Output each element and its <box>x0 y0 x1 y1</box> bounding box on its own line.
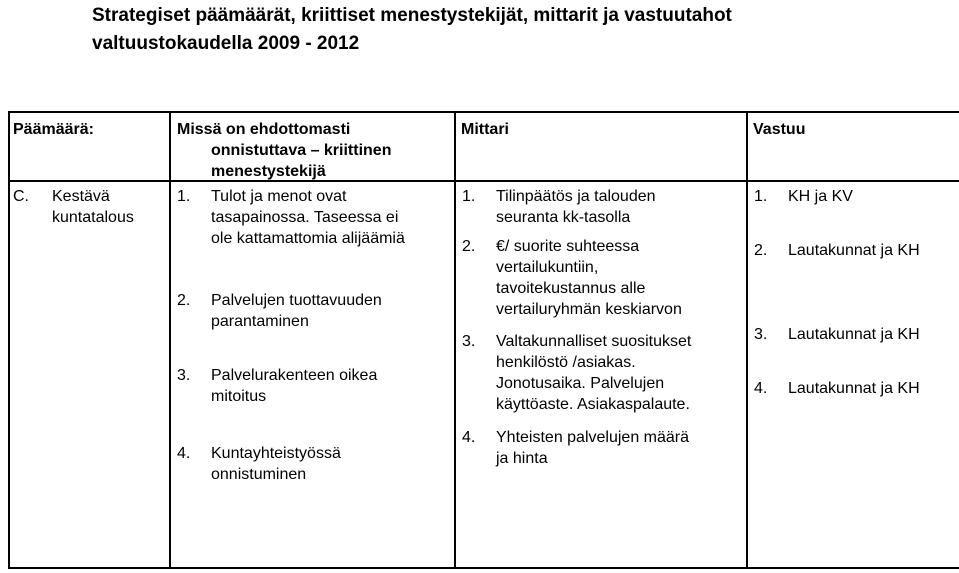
factor-3-line-1: Palvelurakenteen oikea <box>211 367 378 384</box>
title-line-1: Strategiset päämäärät, kriittiset menestystekijät, mittarit ja vastuutahot <box>92 5 732 26</box>
factor-1-number: 1. <box>177 188 191 205</box>
meter-3-line-2: henkilöstö /asiakas. <box>496 354 636 371</box>
cell-meters <box>455 181 747 568</box>
responsible-2-number: 2. <box>754 242 768 259</box>
responsible-1-number: 1. <box>754 188 768 205</box>
meter-3-line-3: Jonotusaika. Palvelujen <box>496 375 665 392</box>
paamaara-line-2: kuntatalous <box>52 209 134 226</box>
meter-4-line-2: ja hinta <box>496 450 548 467</box>
factor-1-line-3: ole kattamattomia alijäämiä <box>211 230 405 247</box>
header-missa-line-1: Missä on ehdottomasti <box>177 121 351 138</box>
factor-3-line-2: mitoitus <box>211 388 267 405</box>
meter-4-line-1: Yhteisten palvelujen määrä <box>496 429 690 446</box>
responsible-3-number: 3. <box>754 326 768 343</box>
cell-factors <box>170 181 455 568</box>
header-mittari <box>455 112 747 181</box>
factor-2-line-2: parantaminen <box>211 313 309 330</box>
factor-1-line-1: Tulot ja menot ovat <box>211 188 347 205</box>
cell-responsible <box>747 181 959 568</box>
header-mittari-label: Mittari <box>461 121 509 138</box>
header-missa-line-3: menestystekijä <box>211 163 326 180</box>
table-body-row <box>9 181 959 568</box>
header-vastuu <box>747 112 959 181</box>
header-missa <box>170 112 455 181</box>
responsible-1-text: KH ja KV <box>788 188 853 205</box>
responsible-3-text: Lautakunnat ja KH <box>788 326 920 343</box>
strategy-table <box>8 111 959 569</box>
header-paamaara-label: Päämäärä: <box>13 121 94 138</box>
factor-4-number: 4. <box>177 445 191 462</box>
meter-1-number: 1. <box>462 188 476 205</box>
meter-3-line-4: käyttöaste. Asiakaspalaute. <box>496 396 690 413</box>
factor-3-number: 3. <box>177 367 191 384</box>
title-line-2: valtuustokaudella 2009 - 2012 <box>92 33 360 54</box>
factor-1-line-2: tasapainossa. Taseessa ei <box>211 209 399 226</box>
table-header-row <box>9 112 959 181</box>
header-paamaara <box>9 112 170 181</box>
meter-4-number: 4. <box>462 429 476 446</box>
meter-2-number: 2. <box>462 238 476 255</box>
meter-1-line-2: seuranta kk-tasolla <box>496 209 631 226</box>
meter-2-line-3: tavoitekustannus alle <box>496 280 646 297</box>
meter-1-line-1: Tilinpäätös ja talouden <box>496 188 656 205</box>
paamaara-number: C. <box>13 188 29 205</box>
meter-2-line-1: €/ suorite suhteessa <box>496 238 640 255</box>
meter-2-line-4: vertailuryhmän keskiarvon <box>496 301 682 318</box>
factor-4-line-1: Kuntayhteistyössä <box>211 445 341 462</box>
document-title <box>92 2 892 58</box>
meter-2-line-2: vertailukuntiin, <box>496 259 599 276</box>
meter-3-number: 3. <box>462 333 476 350</box>
header-vastuu-label: Vastuu <box>753 121 806 138</box>
factor-4-line-2: onnistuminen <box>211 466 307 483</box>
factor-2-number: 2. <box>177 292 191 309</box>
paamaara-line-1: Kestävä <box>52 188 110 205</box>
responsible-4-text: Lautakunnat ja KH <box>788 380 920 397</box>
factor-2-line-1: Palvelujen tuottavuuden <box>211 292 382 309</box>
responsible-4-number: 4. <box>754 380 768 397</box>
meter-3-line-1: Valtakunnalliset suositukset <box>496 333 692 350</box>
cell-paamaara <box>9 181 170 568</box>
header-missa-line-2: onnistuttava – kriittinen <box>211 142 392 159</box>
responsible-2-text: Lautakunnat ja KH <box>788 242 920 259</box>
